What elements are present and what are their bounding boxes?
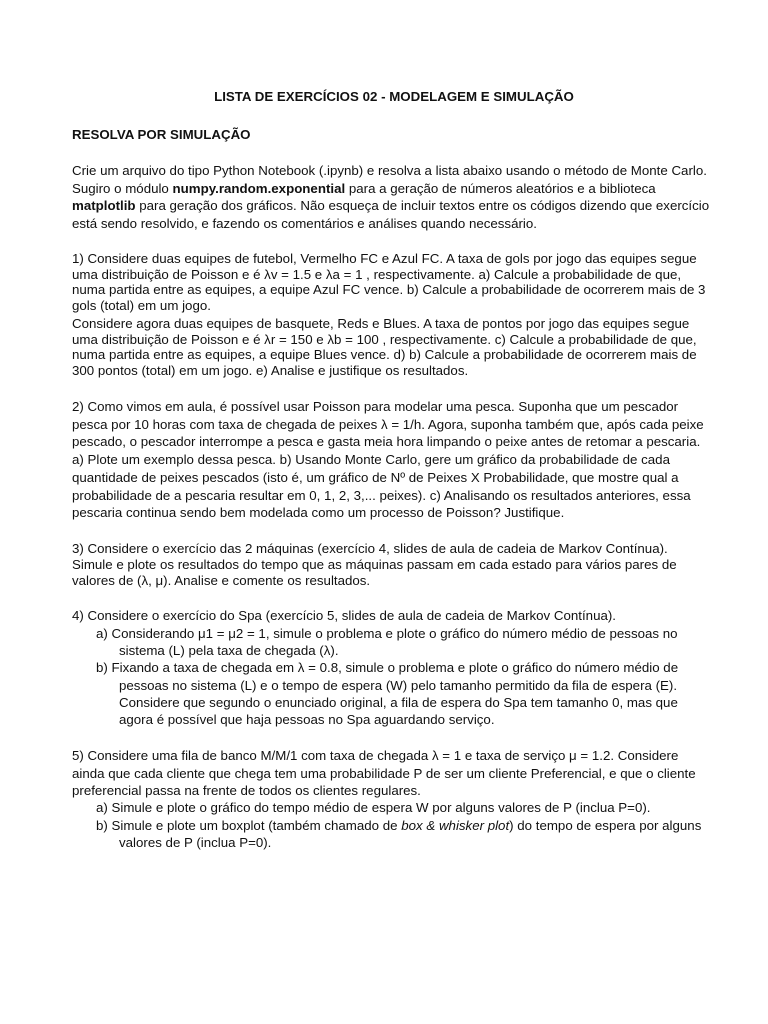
question-5-item-b-text-2: ) do tempo de espera por alguns valores de P (inclua P=0).: [119, 817, 702, 850]
document-page: [72, 88, 712, 851]
question-1-part-1: 1) Considere duas equipes de futebol, Vermelho FC e Azul FC. A taxa de gols por jogo das equipes segue uma distribuição de Poisson e é λv = 1.5 e λa = 1 , respectivamente. a) Calcule a probabilidade de que, numa partida entre as equipes, a equipe Azul FC vence. b) Calcule a probabilidade de ocorrerem mais de 3 gols (total) em um jogo.: [72, 251, 706, 313]
question-5: [72, 747, 712, 851]
intro-paragraph: [72, 162, 712, 232]
intro-text-1: Crie um arquivo do tipo Python Notebook (.ipynb) e resolva a lista abaixo usando o método de Monte Carlo. Sugiro o módulo: [72, 163, 707, 196]
question-5-item-b-italic: box & whisker plot: [401, 817, 510, 833]
intro-text-3: para geração dos gráficos. Não esqueça de incluir textos entre os códigos dizendo que exercício está sendo resolvido, e fazendo os comentários e análises quando necessário.: [72, 198, 710, 231]
intro-bold-numpy: numpy.random.exponential: [172, 180, 346, 196]
question-5-item-a: a) Simule e plote o gráfico do tempo médio de espera W por alguns valores de P (inclua P=0).: [96, 800, 651, 816]
section-heading: RESOLVA POR SIMULAÇÃO: [72, 127, 251, 142]
question-5-item-b: [72, 817, 712, 852]
intro-text-2: para a geração de números aleatórios e a biblioteca: [345, 180, 656, 196]
question-4: [72, 607, 712, 728]
page-title: LISTA DE EXERCÍCIOS 02 - MODELAGEM E SIMULAÇÃO: [214, 89, 574, 104]
intro-bold-matplotlib: matplotlib: [72, 198, 136, 213]
question-4-lead: 4) Considere o exercício do Spa (exercício 5, slides de aula de cadeia de Markov Contínua).: [72, 608, 616, 624]
question-1-part-2: Considere agora duas equipes de basquete, Reds e Blues. A taxa de pontos por jogo das equipes segue uma distribuição de Poisson e é λr = 150 e λb = 100 , respectivamente. c) Calcule a probabilidade de que, numa partida entre as equipes, a equipe Blues vence. d) b) Calcule a probabilidade de ocorrerem mais de 300 pontos (total) em um jogo. e) Analise e justifique os resultados.: [72, 316, 697, 378]
question-5-lead: 5) Considere uma fila de banco M/M/1 com taxa de chegada λ = 1 e taxa de serviço μ = 1.2. Considere ainda que cada cliente que chega tem uma probabilidade P de ser um cliente Preferencial, e que o cliente preferencial passa na frente de todos os clientes regulares.: [72, 748, 696, 798]
question-2: 2) Como vimos em aula, é possível usar Poisson para modelar uma pesca. Suponha que um pescador pesca por 10 horas com taxa de chegada de peixes λ = 1/h. Agora, suponha também que, após cada peixe pescado, o pescador interrompe a pesca e gasta meia hora limpando o peixe antes de retomar a pescaria. a) Plote um exemplo dessa pesca. b) Usando Monte Carlo, gere um gráfico da probabilidade de cada quantidade de peixes pescados (isto é, um gráfico de Nº de Peixes X Probabilidade, que mostre qual a probabilidade de a pescaria resultar em 0, 1, 2, 3,... peixes). c) Analisando os resultados anteriores, essa pescaria continua sendo bem modelada como um processo de Poisson? Justifique.: [72, 399, 704, 521]
question-4-item-b: b) Fixando a taxa de chegada em λ = 0.8, simule o problema e plote o gráfico do número médio de pessoas no sistema (L) e o tempo de espera (W) pelo tamanho permitido da fila de espera (E). Considere que segundo o enunciado original, a fila de espera do Spa tem tamanho 0, mas que agora é possível que haja pessoas no Spa aguardando serviço.: [96, 660, 679, 728]
question-4-item-a: a) Considerando μ1 = μ2 = 1, simule o problema e plote o gráfico do número médio de pessoas no sistema (L) pela taxa de chegada (λ).: [96, 625, 678, 658]
question-5-item-b-text-1: b) Simule e plote um boxplot (também chamado de: [96, 817, 402, 833]
question-3: 3) Considere o exercício das 2 máquinas (exercício 4, slides de aula de cadeia de Markov Contínua). Simule e plote os resultados do tempo que as máquinas passam em cada estado para vários pares de valores de (λ, μ). Analise e comente os resultados.: [72, 540, 677, 588]
